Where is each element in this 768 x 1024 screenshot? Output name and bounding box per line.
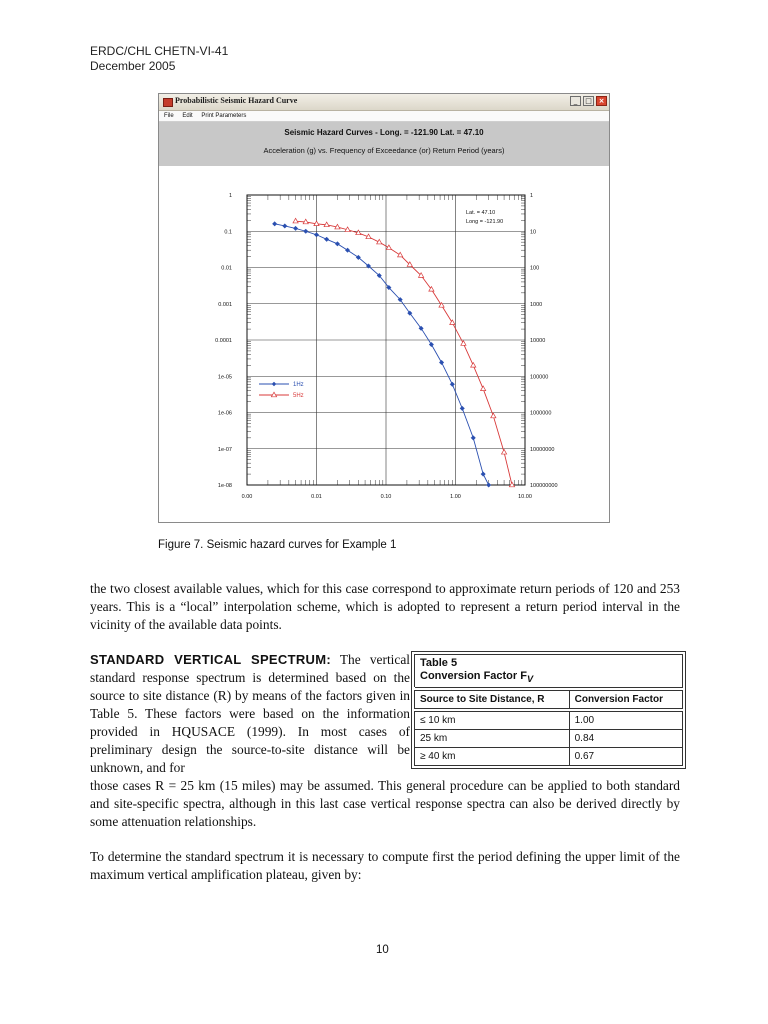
menu-print-parameters[interactable]: Print Parameters	[201, 113, 247, 119]
chart-title: Seismic Hazard Curves - Long. = -121.90 Lat. = 47.10	[284, 128, 484, 137]
y2-tick-label: 10	[530, 229, 537, 236]
data-point-1Hz	[283, 224, 288, 229]
data-point-5Hz	[491, 413, 496, 418]
table-caption	[414, 654, 683, 687]
x-tick-label: 0.00	[241, 494, 253, 500]
y2-tick-label: 100000	[530, 374, 549, 381]
menubar	[159, 111, 609, 122]
distance-cell: 25 km	[415, 730, 570, 748]
data-point-1Hz	[460, 406, 465, 411]
y-tick-label: 0.0001	[215, 338, 232, 344]
section-label: STANDARD VERTICAL SPECTRUM:	[90, 652, 331, 667]
table-row	[415, 712, 683, 730]
legend-marker-5Hz	[271, 392, 276, 397]
header-distance: Source to Site Distance, R	[415, 691, 570, 709]
figure-caption: Figure 7. Seismic hazard curves for Example 1	[158, 539, 397, 551]
table-subtitle: Conversion Factor $F_V$	[420, 670, 534, 685]
distance-cell: ≤ 10 km	[415, 712, 570, 730]
legend-label-5Hz: 5Hz	[293, 393, 304, 399]
report-date: December 2005	[90, 59, 176, 73]
paragraph-interpolation: the two closest available values, which for this case correspond to approximate return periods of 120 and 253 years. This is a “local” interpolation scheme, which is adopted to represent a return period interval in the vicinity of the available data points.	[90, 581, 680, 632]
menu-file[interactable]: File	[164, 113, 174, 119]
y2-tick-label: 100	[530, 265, 540, 272]
factor-cell: 0.67	[569, 748, 682, 766]
data-point-1Hz	[486, 483, 491, 488]
x-tick-label: 10.00	[518, 494, 532, 500]
legend-label-1Hz: 1Hz	[293, 382, 304, 388]
data-point-1Hz	[471, 436, 476, 441]
minimize-button[interactable]: _	[570, 96, 581, 106]
table-row	[415, 748, 683, 766]
location-annotation: Lat. = 47.10	[466, 210, 496, 216]
y-tick-label: 1e-05	[217, 374, 232, 381]
y2-tick-label: 100000000	[530, 483, 558, 489]
paragraph-standard-spectrum: To determine the standard spectrum it is necessary to compute first the period defining the upper limit of the maximum vertical amplification plateau, given by:	[90, 849, 680, 882]
data-point-5Hz	[471, 363, 476, 368]
y-tick-label: 1e-06	[217, 410, 232, 417]
table-row	[415, 730, 683, 748]
y2-tick-label: 10000000	[530, 446, 555, 453]
chart-banner	[159, 122, 609, 166]
data-point-5Hz	[398, 252, 403, 257]
x-tick-label: 1.00	[450, 494, 461, 500]
data-point-1Hz	[450, 382, 455, 387]
data-point-1Hz	[272, 222, 277, 227]
y2-tick-label: 10000	[530, 338, 546, 344]
y-tick-label: 0.01	[221, 265, 232, 272]
running-header	[90, 44, 228, 74]
window-title: Probabilistic Seismic Hazard Curve	[175, 96, 298, 105]
factor-cell: 1.00	[569, 712, 682, 730]
conversion-table	[414, 687, 683, 766]
y2-tick-label: 1000000	[530, 410, 552, 417]
data-point-1Hz	[439, 360, 444, 365]
table-header-row	[415, 691, 683, 709]
data-point-1Hz	[481, 472, 486, 477]
data-point-1Hz	[314, 232, 319, 237]
x-tick-label: 0.01	[311, 494, 322, 500]
menu-edit[interactable]: Edit	[182, 113, 193, 119]
data-point-1Hz	[429, 342, 434, 347]
data-point-5Hz	[461, 341, 466, 346]
data-point-5Hz	[386, 245, 391, 250]
data-point-5Hz	[293, 218, 298, 223]
data-point-1Hz	[293, 226, 298, 231]
series-line-5Hz	[296, 221, 512, 485]
y-tick-label: 0.1	[224, 229, 232, 236]
app-icon	[163, 98, 173, 107]
hazard-chart	[159, 166, 609, 522]
report-id: ERDC/CHL CHETN-VI-41	[90, 44, 229, 58]
y2-tick-label: 1000	[530, 301, 543, 308]
legend-marker-1Hz	[272, 382, 277, 387]
y-tick-label: 1	[228, 193, 232, 199]
factor-cell: 0.84	[569, 730, 682, 748]
standard-spectrum-paragraph	[90, 651, 410, 777]
y-tick-label: 0.001	[218, 301, 232, 308]
x-tick-label: 0.10	[380, 494, 392, 500]
y-tick-label: 1e-08	[217, 483, 232, 489]
chart-subtitle: Acceleration (g) vs. Frequency of Exceedance (or) Return Period (years)	[263, 146, 505, 155]
distance-cell: ≥ 40 km	[415, 748, 570, 766]
close-button[interactable]: ×	[596, 96, 607, 106]
page-number: 10	[376, 944, 389, 956]
maximize-button[interactable]: □	[583, 96, 594, 106]
y2-tick-label: 1	[530, 193, 534, 199]
table-5	[411, 651, 686, 769]
hazard-curve-window	[158, 93, 610, 523]
data-point-1Hz	[335, 242, 340, 247]
window-titlebar[interactable]	[159, 94, 609, 111]
location-annotation: Long = -121.90	[466, 219, 504, 225]
data-point-5Hz	[501, 449, 506, 454]
header-factor: Conversion Factor	[569, 691, 682, 709]
table-title: Table 5	[420, 657, 458, 669]
data-point-1Hz	[324, 237, 329, 242]
data-point-5Hz	[481, 386, 486, 391]
standard-spectrum-continued: those cases R = 25 km (15 miles) may be assumed. This general procedure can be applied to both standard and site-specific spectra, although in this last case vertical response spectra can also be derived directly by some attenuation relationships.	[90, 778, 680, 829]
y-tick-label: 1e-07	[217, 446, 232, 453]
standard-spectrum-text: The vertical standard response spectrum is determined based on the source to site distance (R) by means of the factors given in Table 5. These factors were based on the information provided in HQUSACE (1999). In most cases of preliminary design the source-to-site distance will be unknown, and for	[90, 652, 411, 775]
data-point-1Hz	[303, 229, 308, 234]
series-line-1Hz	[275, 224, 489, 485]
